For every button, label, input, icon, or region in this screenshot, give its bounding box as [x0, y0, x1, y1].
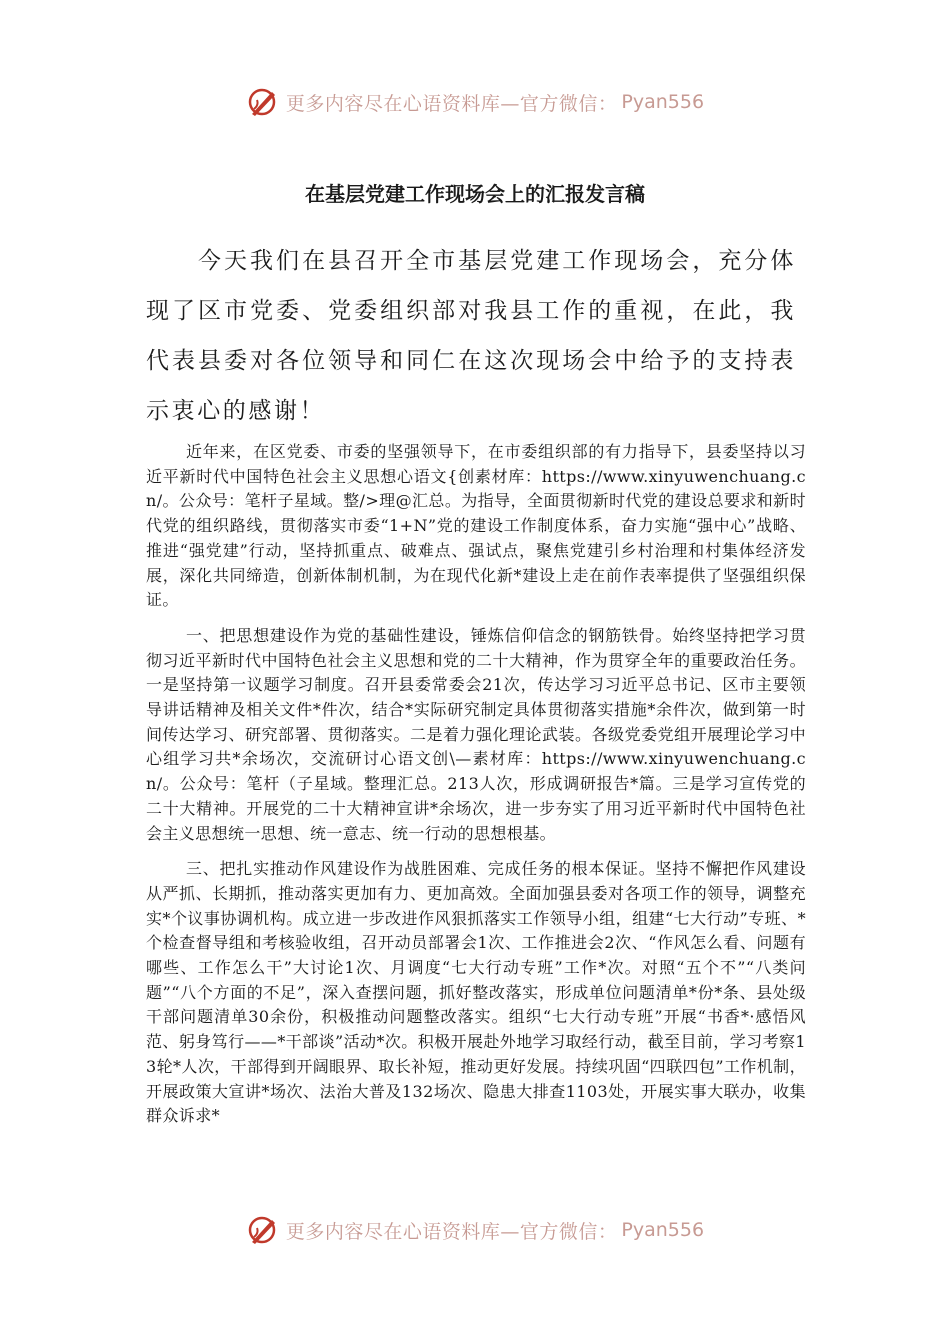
- body-paragraph-3: 三、把扎实推动作风建设作为战胜困难、完成任务的根本保证。坚持不懈把作风建设从严抓、长期抓，推动落实更加有力、更加高效。全面加强县委对各项工作的领导，调整充实*个议事协调机构。成立进一步改进作风狠抓落实工作领导小组，组建“七大行动”专班、*个检查督导组和考核验收组，召开动员部署会1次、工作推进会2次、“作风怎么看、问题有哪些、工作怎么干”大讨论1次、月调度“七大行动专班”工作*次。对照“五个不”“八类问题”“八个方面的不足”，深入查摆问题，抓好整改落实，形成单位问题清单*份*条、县处级干部问题清单30余份，积极推动问题整改落实。组织“七大行动专班”开展“书香*·感悟风范、躬身笃行——*干部谈”活动*次。积极开展赴外地学习取经行动，截至目前，学习考察13轮*人次，干部得到开阔眼界、取长补短，推动更好发展。持续巩固“四联四包”工作机制，开展政策大宣讲*场次、法治大普及132场次、隐患大排查1103处，开展实事大联办，收集群众诉求*: [146, 859, 806, 1126]
- pen-circle-logo-icon: [246, 85, 280, 119]
- watermark-wechat-id: Pyan556: [621, 1219, 705, 1241]
- watermark-text: 更多内容尽在心语资料库—官方微信：: [285, 1220, 618, 1243]
- body-paragraph-2: 一、把思想建设作为党的基础性建设，锤炼信仰信念的钢筋铁骨。始终坚持把学习贯彻习近平新时代中国特色社会主义思想和党的二十大精神，作为贯穿全年的重要政治任务。一是坚持第一议题学习制度。召开县委常委会21次，传达学习习近平总书记、区市主要领导讲话精神及相关文件*件次，结合*实际研究制定具体贯彻落实措施*余件次，做到第一时间传达学习、研究部署、贯彻落实。二是着力强化理论武装。各级党委党组开展理论学习中心组学习共*余场次，交流研讨心语文创\—素材库：https://www.xinyuwenchuang.cn/。公众号：笔杆（子星域。整理汇总。213人次，形成调研报告*篇。三是学习宣传党的二十大精神。开展党的二十大精神宣讲*余场次，进一步夯实了用习近平新时代中国特色社会主义思想统一思想、统一意志、统一行动的思想根基。: [146, 625, 806, 843]
- watermark-wechat-id: Pyan556: [621, 91, 705, 113]
- intro-paragraph: 今天我们在县召开全市基层党建工作现场会，充分体现了区市党委、党委组织部对我县工作的重视，在此，我代表县委对各位领导和同仁在这次现场会中给予的支持表示衷心的感谢！: [146, 248, 796, 424]
- watermark-text: 更多内容尽在心语资料库—官方微信：: [285, 92, 618, 115]
- footer-watermark: [0, 1210, 950, 1250]
- header-watermark: [0, 82, 950, 122]
- pen-circle-logo-icon: [246, 1213, 280, 1247]
- document-title: 在基层党建工作现场会上的汇报发言稿: [305, 182, 645, 206]
- document-body: [146, 440, 806, 1140]
- body-paragraph-1: 近年来，在区党委、市委的坚强领导下，在市委组织部的有力指导下，县委坚持以习近平新时代中国特色社会主义思想心语文{创素材库：https://www.xinyuwenchuang.cn/。公众号：笔杆子星域。整/>理@汇总。为指导，全面贯彻新时代党的建设总要求和新时代党的组织路线，贯彻落实市委“1+N”党的建设工作制度体系，奋力实施“强中心”战略、推进“强党建”行动，坚持抓重点、破难点、强试点，聚焦党建引乡村治理和村集体经济发展，深化共同缔造，创新体制机制，为在现代化新*建设上走在前作表率提供了坚强组织保证。: [146, 442, 806, 610]
